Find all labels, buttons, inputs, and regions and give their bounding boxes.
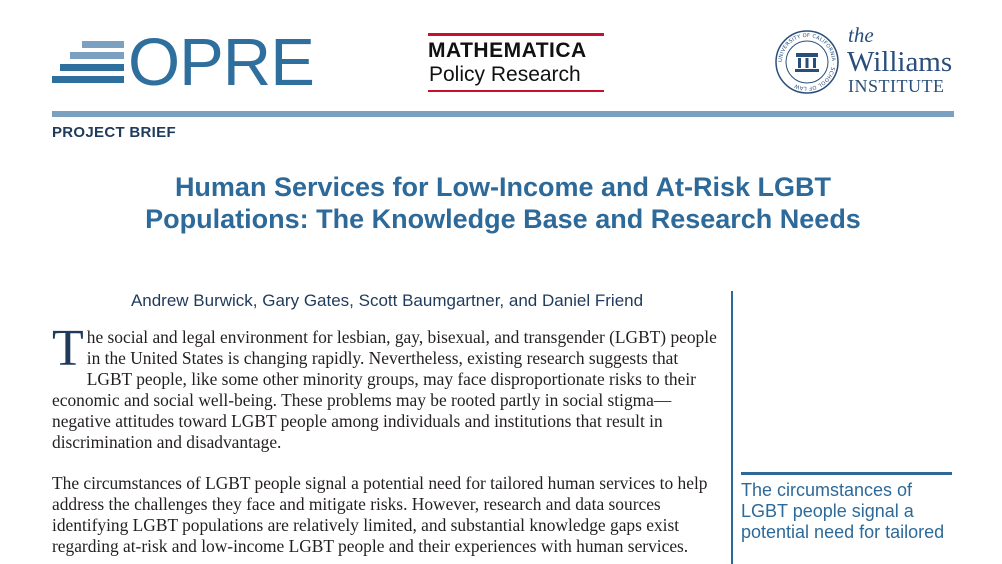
sidebar-rule xyxy=(741,472,952,475)
opre-logo-bars xyxy=(52,41,124,91)
column-divider xyxy=(731,291,733,564)
authors: Andrew Burwick, Gary Gates, Scott Baumgartner, and Daniel Friend xyxy=(130,291,644,310)
header-rule xyxy=(52,111,954,117)
title-line-1: Human Services for Low-Income and At-Risk LGBT xyxy=(174,172,832,202)
seal-lettering: UNIVERSITY OF CALIFORNIA · SCHOOL OF LAW xyxy=(777,32,837,92)
intro-paragraph xyxy=(52,320,720,453)
mathematica-rule-top xyxy=(428,33,604,36)
opre-logo: OPRE xyxy=(128,25,314,100)
second-paragraph: The circumstances of LGBT people signal a potential need for tailored human services to help address the challenges they face and mitigate risks. However, research and data sources identifying LGBT populations are relatively limited, and substantial knowledge gaps exist regarding at-risk and low-income LGBT people and their experiences with human services. xyxy=(52,473,708,556)
sidebar-pullquote: The circumstances of LGBT people signal a potential need for tailored xyxy=(741,480,945,542)
page-title xyxy=(52,171,954,235)
drop-cap: T xyxy=(52,320,84,377)
williams-the: the xyxy=(848,23,874,47)
mathematica-rule-bottom xyxy=(428,90,604,92)
mathematica-logo: MATHEMATICA xyxy=(428,39,587,62)
mathematica-subtitle: Policy Research xyxy=(429,63,581,86)
uc-law-seal-icon xyxy=(774,29,840,95)
intro-paragraph-text: he social and legal environment for lesbian, gay, bisexual, and transgender (LGBT) people in the United States is changing rapidly. Nevertheless, existing research suggests that LGBT people, like some other minority groups, may face disproportionate risks to their economic and social well-being. These problems may be rooted partly in social stigma—negative attitudes toward LGBT people among individuals and institutions that result in discrimination and disadvantage. xyxy=(52,327,717,452)
williams-institute: INSTITUTE xyxy=(848,76,945,96)
williams-logo: Williams xyxy=(847,46,953,78)
project-brief-label: PROJECT BRIEF xyxy=(52,124,176,141)
title-line-2: Populations: The Knowledge Base and Research Needs xyxy=(145,204,861,234)
